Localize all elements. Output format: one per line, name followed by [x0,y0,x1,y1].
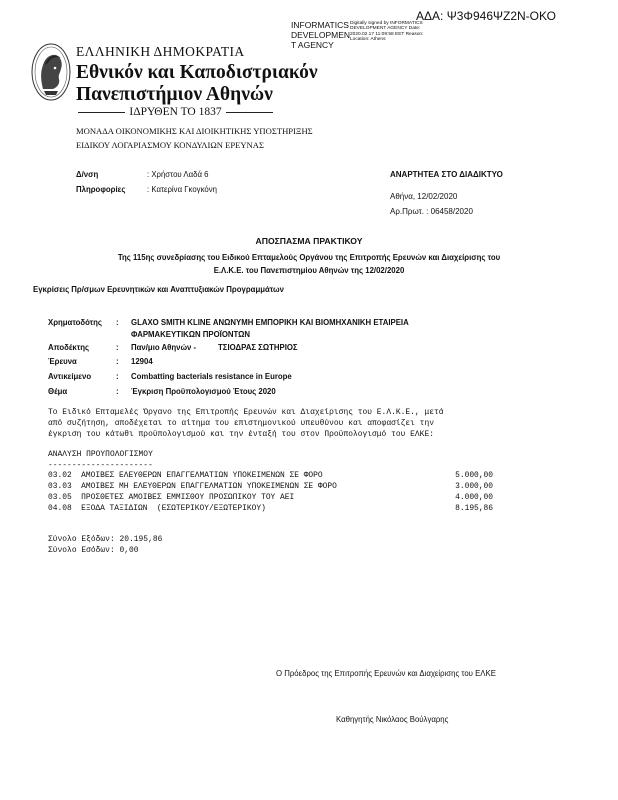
founded-text: ΙΔΡΥΘΕΝ ΤΟ 1837 [129,106,222,118]
unit-name-line1: ΜΟΝΑΔΑ ΟΙΚΟΝΟΜΙΚΗΣ ΚΑΙ ΔΙΟΙΚΗΤΙΚΗΣ ΥΠΟΣΤΗΡΙΞΗΣ [76,126,313,136]
funder-value-line2: ΦΑΡΜΑΚΕΥΤΙΚΩΝ ΠΡΟΪΟΝΤΩΝ [131,330,251,339]
body-text-line2: από συζήτηση, αποδέχεται το αίτημα του επιστημονικού υπευθύνου και αποφασίζει την [48,419,434,428]
athena-seal-icon [31,43,71,101]
body-text-line3: έγκριση του κάτωθι προϋπολογισμού και την ένταξή του στον Προϋπολογισμό του ΕΛΚΕ: [48,430,434,439]
topic-value: Έγκριση Προϋπολογισμού Έτους 2020 [131,387,276,396]
budget-row-description: 03.05 ΠΡΟΣΘΕΤΕΣ ΑΜΟΙΒΕΣ ΕΜΜΙΣΘΟΥ ΠΡΟΣΩΠΙΚΟΥ ΤΟΥ ΑΕΙ [48,493,295,502]
funder-value-line1: GLAXO SMITH KLINE ΑΝΩΝΥΜΗ ΕΜΠΟΡΙΚΗ ΚΑΙ ΒΙΟΜΗΧΑΝΙΚΗ ΕΤΑΙΡΕΙΑ [131,318,409,327]
recipient-value: Παν/μιο Αθηνών - [131,343,197,352]
body-text-line1: Το Ειδικό Επταμελές Όργανο της Επιτροπής Ερευνών και Διαχείρισης του Ε.Λ.Κ.Ε., μετά [48,408,444,417]
budget-row [48,482,493,491]
document-subtitle-line1: Της 115ης συνεδρίασης του Ειδικού Επταμελούς Οργάνου της Επιτροπής Ερευνών και Διαχείρισης του [117,253,501,262]
project-label: Έρευνα [48,357,77,366]
budget-row-description: 03.02 ΑΜΟΙΒΕΣ ΕΛΕΥΘΕΡΩΝ ΕΠΑΓΓΕΛΜΑΤΙΩΝ ΥΠΟΚΕΙΜΕΝΩΝ ΣΕ ΦΟΡΟ [48,471,323,480]
subject-label: Αντικείμενο [48,372,92,381]
posted-online-notice: ΑΝΑΡΤΗΤΕΑ ΣΤΟ ΔΙΑΔΙΚΤΥΟ [390,170,503,179]
approvals-heading: Εγκρίσεις Πρ/σμων Ερευνητικών και Αναπτυξιακών Προγραμμάτων [33,285,284,294]
university-name-line2: Πανεπιστήμιον Αθηνών [76,84,273,105]
digital-signature-details: Digitally signed by INFORMATICS DEVELOPMENT AGENCY Date: 2020.02.17 11:09:58 EET Reason: Location: Athens [350,21,424,43]
budget-analysis-title: ΑΝΑΛΥΣΗ ΠΡΟΥΠΟΛΟΓΙΣΜΟΥ [48,450,153,459]
budget-row [48,504,493,513]
budget-row-description: 04.08 ΕΞΟΔΑ ΤΑΞΙΔΙΩΝ (ΕΣΩΤΕΡΙΚΟΥ/ΕΞΩΤΕΡΙΚΟΥ) [48,504,266,513]
subject-value: Combatting bacterials resistance in Europe [131,372,292,381]
document-title: ΑΠΟΣΠΑΣΜΑ ΠΡΑΚΤΙΚΟΥ [255,236,363,246]
budget-analysis-rule: ---------------------- [48,461,153,470]
recipient-person: ΤΣΙΟΔΡΑΣ ΣΩΤΗΡΙΟΣ [218,343,298,352]
ada-code: ΑΔΑ: Ψ3Φ946ΨΖ2Ν-ΟΚΟ [416,9,556,23]
budget-row-amount: 3.000,00 [455,482,493,491]
address-value: : Χρήστου Λαδά 6 [147,170,209,179]
document-date: Αθήνα, 12/02/2020 [390,192,458,201]
government-title: ΕΛΛΗΝΙΚΗ ΔΗΜΟΚΡΑΤΙΑ [76,44,245,59]
funder-colon: : [116,318,119,327]
project-value: 12904 [131,357,153,366]
info-value: : Κατερίνα Γκογκόνη [147,185,217,194]
subject-colon: : [116,372,119,381]
document-subtitle-line2: Ε.Λ.Κ.Ε. του Πανεπιστημίου Αθηνών της 12/02/2020 [213,266,405,275]
university-name-line1: Εθνικόν και Καποδιστριακόν [76,62,318,83]
info-label: Πληροφορίες [76,185,126,194]
founded-line [78,106,273,118]
digital-signature-signer: INFORMATICS DEVELOPMEN T AGENCY [291,20,351,50]
budget-row [48,493,493,502]
president-name: Καθηγητής Νικόλαος Βούλγαρης [336,715,449,724]
unit-name-line2: ΕΙΔΙΚΟΥ ΛΟΓΑΡΙΑΣΜΟΥ ΚΟΝΔΥΛΙΩΝ ΕΡΕΥΝΑΣ [76,140,264,150]
budget-row-description: 03.03 ΑΜΟΙΒΕΣ ΜΗ ΕΛΕΥΘΕΡΩΝ ΕΠΑΓΓΕΛΜΑΤΙΩΝ ΥΠΟΚΕΙΜΕΝΩΝ ΣΕ ΦΟΡΟ [48,482,337,491]
topic-label: Θέμα [48,387,68,396]
founded-rule-left [78,112,125,113]
budget-row-amount: 8.195,86 [455,504,493,513]
funder-label: Χρηματοδότης [48,318,102,327]
project-colon: : [116,357,119,366]
recipient-colon: : [116,343,119,352]
founded-rule-right [226,112,273,113]
budget-row [48,471,493,480]
president-title: Ο Πρόεδρος της Επιτροπής Ερευνών και Διαχείρισης του ΕΛΚΕ [276,669,496,678]
total-expenses: Σύνολο Εξόδων: 20.195,86 [48,535,163,544]
address-label: Δ/νση [76,170,99,179]
protocol-number: Αρ.Πρωτ. : 06458/2020 [390,207,473,216]
recipient-label: Αποδέκτης [48,343,90,352]
budget-row-amount: 4.000,00 [455,493,493,502]
topic-colon: : [116,387,119,396]
total-income: Σύνολο Εσόδων: 0,00 [48,546,139,555]
budget-row-amount: 5.000,00 [455,471,493,480]
